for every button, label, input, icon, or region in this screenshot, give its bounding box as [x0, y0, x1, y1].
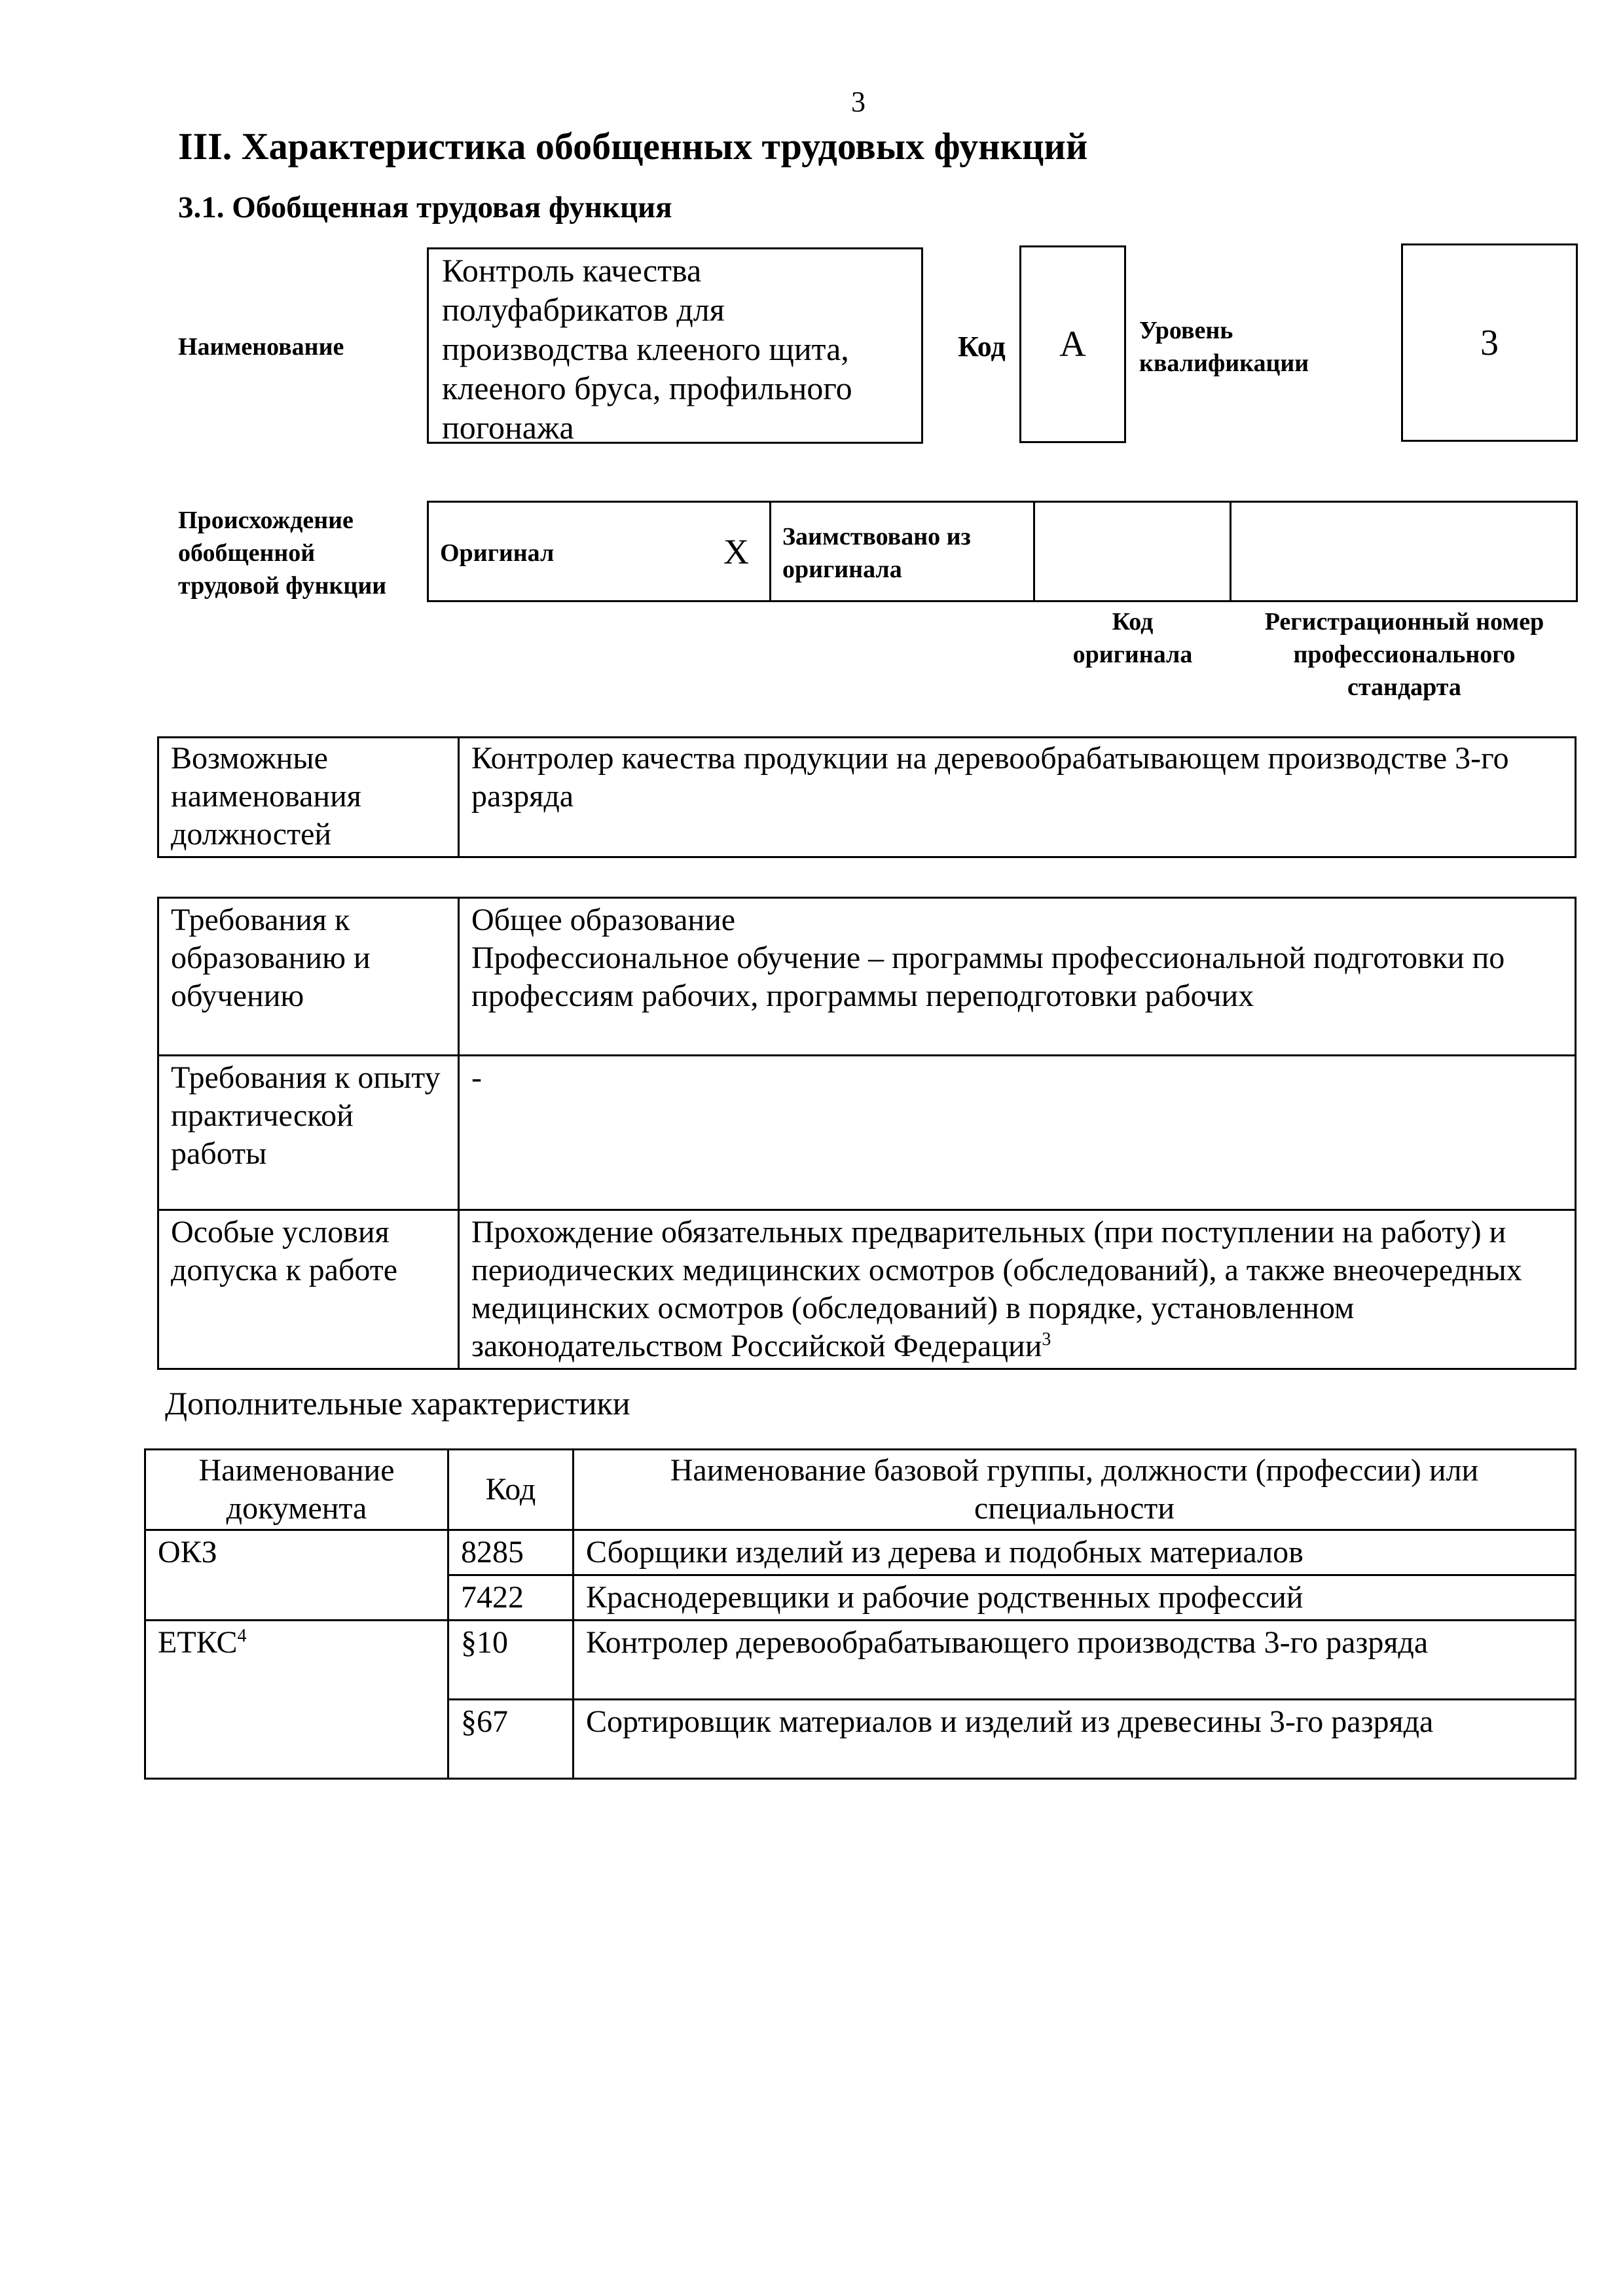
- etks-code-1: §10: [448, 1621, 574, 1700]
- footnote-marker: 4: [237, 1626, 247, 1646]
- function-name-box: [427, 247, 923, 444]
- name-label: Наименование: [178, 333, 344, 361]
- function-name-value: Контроль качества полуфабрикатов для производства клееного щита, клееного бруса, профильного погонажа: [442, 252, 852, 446]
- requirements-table: [157, 897, 1577, 1370]
- positions-value: Контролер качества продукции на деревообрабатывающем производстве 3-го разряда: [459, 738, 1576, 857]
- origin-divider: [769, 501, 771, 602]
- experience-value: -: [459, 1056, 1576, 1210]
- conditions-cell: [459, 1210, 1576, 1369]
- etks-name-1: Контролер деревообрабатывающего производства 3-го разряда: [574, 1621, 1576, 1700]
- original-label: Оригинал: [440, 539, 555, 567]
- code-value: А: [1059, 324, 1086, 365]
- okz-name-2: Краснодеревщики и рабочие родственных профессий: [574, 1575, 1576, 1621]
- header-name: Наименование базовой группы, должности (профессии) или специальности: [574, 1450, 1576, 1530]
- okz-label: ОКЗ: [145, 1530, 448, 1621]
- experience-label: Требования к опыту практической работы: [158, 1056, 459, 1210]
- education-label: Требования к образованию и обучению: [158, 898, 459, 1056]
- origin-divider: [1033, 501, 1035, 602]
- additional-title: Дополнительные характеристики: [165, 1385, 630, 1422]
- original-code-caption: Код оригинала: [1072, 608, 1193, 668]
- qualification-level-box: [1401, 243, 1578, 442]
- section-title: III. Характеристика обобщенных трудовых функций: [178, 125, 1088, 168]
- header-document: Наименование документа: [145, 1450, 448, 1530]
- positions-label: Возможные наименования должностей: [158, 738, 459, 857]
- origin-label: Происхождение обобщенной трудовой функции: [178, 507, 387, 600]
- code-value-box: [1019, 245, 1126, 443]
- borrowed-label: Заимствовано из оригинала: [782, 523, 971, 583]
- etks-label: ЕТКС: [158, 1625, 238, 1660]
- education-cell: [459, 898, 1576, 1056]
- etks-cell: [145, 1621, 448, 1779]
- education-line-2: Профессиональное обучение – программы профессиональной подготовки по профессиям рабочих, программы переподготовки рабочих: [471, 941, 1505, 1013]
- positions-table: [157, 736, 1577, 858]
- additional-table: [144, 1448, 1577, 1780]
- conditions-value: Прохождение обязательных предварительных (при поступлении на работу) и периодических медицинских осмотров (обследований), а также внеочередных медицинских осмотров (обследований) в порядке, установленном законодательством Российской Федерации: [471, 1215, 1522, 1363]
- qualification-level-label: Уровень квалификации: [1139, 317, 1309, 377]
- page-number: 3: [851, 86, 866, 118]
- etks-name-2: Сортировщик материалов и изделий из древесины 3-го разряда: [574, 1700, 1576, 1779]
- code-label: Код: [958, 331, 1006, 363]
- okz-code-2: 7422: [448, 1575, 574, 1621]
- okz-name-1: Сборщики изделий из дерева и подобных материалов: [574, 1530, 1576, 1575]
- header-code: Код: [448, 1450, 574, 1530]
- education-line-1: Общее образование: [471, 903, 736, 937]
- qualification-level-value: 3: [1480, 322, 1499, 363]
- subsection-title: 3.1. Обобщенная трудовая функция: [178, 190, 672, 224]
- registration-number-caption: Регистрационный номер профессионального стандарта: [1264, 608, 1544, 701]
- etks-code-2: §67: [448, 1700, 574, 1779]
- okz-code-1: 8285: [448, 1530, 574, 1575]
- origin-divider: [1230, 501, 1231, 602]
- footnote-marker: 3: [1042, 1329, 1051, 1350]
- conditions-label: Особые условия допуска к работе: [158, 1210, 459, 1369]
- original-mark: Х: [723, 532, 749, 571]
